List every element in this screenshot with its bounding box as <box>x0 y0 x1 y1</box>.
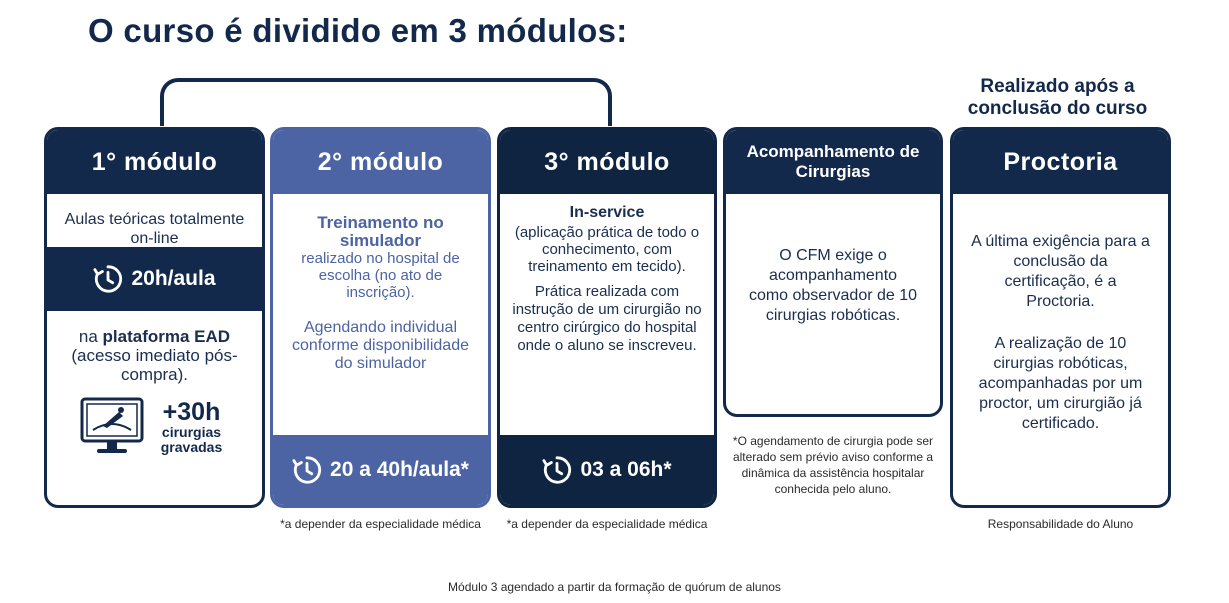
module-1-hours: 20h/aula <box>131 267 216 290</box>
module-3-practice: Prática realizada com instrução de um cirurgião no centro cirúrgico do hospital onde o aluno se inscreveu. <box>512 283 702 354</box>
module-3-title: In-service <box>569 204 645 221</box>
module-3-hours: 03 a 06h* <box>580 458 672 481</box>
module-1-intro: Aulas teóricas totalmente on-line <box>64 211 245 247</box>
platform-prefix: na <box>78 327 103 346</box>
module-2-note: *a depender da especialidade médica <box>280 517 481 531</box>
module-1-card <box>44 127 265 508</box>
module-2-card <box>270 127 491 508</box>
modules-bracket <box>160 78 612 126</box>
module-4-body: O CFM exige o acompanhamento como observador de 10 cirurgias robóticas. <box>748 247 918 324</box>
module-3-body: (aplicação prática de todo o conhecimento, com treinamento em tecido). <box>514 224 700 275</box>
module-3-header: 3° módulo <box>500 130 714 194</box>
footer-note: Módulo 3 agendado a partir da formação de quórum de alunos <box>448 580 781 594</box>
module-1-surgeries <box>47 396 262 458</box>
module-5-header: Proctoria <box>953 130 1168 194</box>
module-4-card <box>723 127 943 417</box>
after-course-label: Realizado após a conclusão do curso <box>967 76 1148 119</box>
surgeries-label: cirurgias gravadas <box>160 424 223 455</box>
module-1-header: 1° módulo <box>47 130 262 194</box>
surgeries-count: +30h <box>162 398 221 426</box>
module-3-note: *a depender da especialidade médica <box>506 517 708 531</box>
module-5-body-2: A realização de 10 cirurgias robóticas, acompanhadas por um proctor, um cirurgião já certificado. <box>978 335 1143 432</box>
clock-icon <box>542 455 572 485</box>
module-2-hours-band <box>273 435 488 505</box>
clock-icon <box>292 455 322 485</box>
module-2-body: realizado no hospital de escolha (no ato de inscrição). <box>301 250 460 301</box>
module-2-hours: 20 a 40h/aula* <box>330 458 469 481</box>
module-2-scheduling: Agendando individual conforme disponibilidade do simulador <box>292 319 469 372</box>
platform-bold: plataforma EAD <box>102 327 231 346</box>
monitor-surgery-icon <box>79 396 145 458</box>
module-1-platform <box>47 311 262 384</box>
module-5-card <box>950 127 1171 508</box>
module-2-header: 2° módulo <box>273 130 488 194</box>
module-3-card <box>497 127 717 508</box>
module-5-body-1: A última exigência para a conclusão da certificação, é a Proctoria. <box>971 233 1150 310</box>
page-title: O curso é dividido em 3 módulos: <box>88 12 628 49</box>
module-3-hours-band <box>500 435 714 505</box>
clock-icon <box>93 264 123 294</box>
module-2-title: Treinamento no simulador <box>317 213 444 250</box>
platform-suffix: (acesso imediato pós-compra). <box>71 346 238 384</box>
module-4-header: Acompanhamento de Cirurgias <box>726 130 940 194</box>
module-4-note: *O agendamento de cirurgia pode ser alterado sem prévio aviso conforme a dinâmica da assistência hospitalar conhecida pelo aluno. <box>732 434 934 496</box>
module-1-hours-band <box>47 247 262 311</box>
module-5-note: Responsabilidade do Aluno <box>987 517 1134 531</box>
